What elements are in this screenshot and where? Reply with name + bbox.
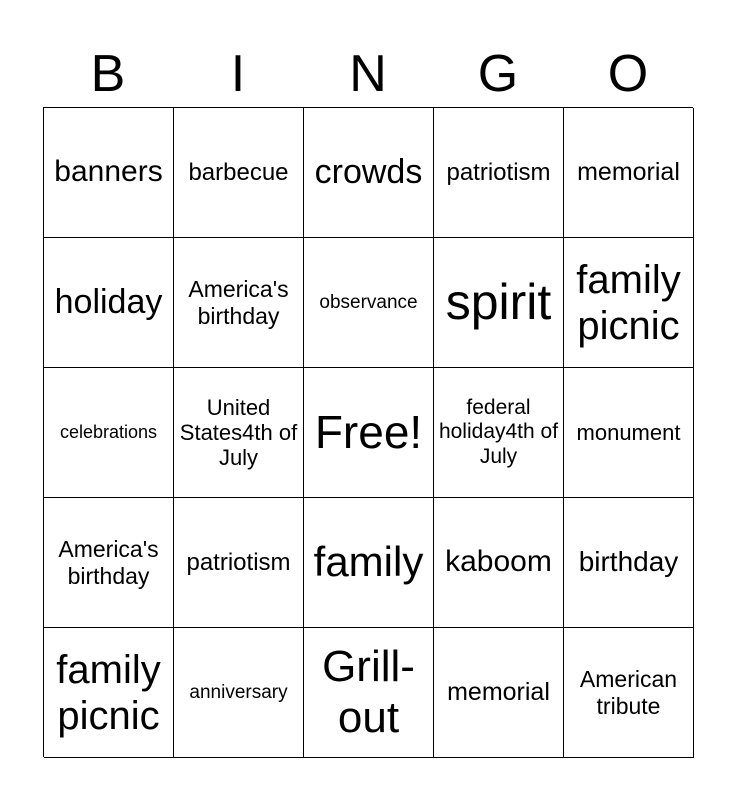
bingo-cell[interactable]	[304, 498, 434, 628]
bingo-header	[43, 40, 693, 108]
bingo-cell[interactable]	[434, 108, 564, 238]
bingo-cell[interactable]	[434, 628, 564, 758]
bingo-cell[interactable]	[564, 368, 694, 498]
bingo-cell[interactable]	[304, 108, 434, 238]
bingo-cell-label: spirit	[445, 273, 552, 330]
header-letter-o: O	[607, 45, 649, 103]
bingo-board	[43, 107, 693, 757]
bingo-cell-label: family	[313, 538, 424, 586]
bingo-cell[interactable]	[174, 108, 304, 238]
bingo-cell-label: America's birthday	[188, 276, 289, 329]
bingo-cell[interactable]	[44, 498, 174, 628]
bingo-cell[interactable]	[564, 108, 694, 238]
bingo-cell[interactable]	[44, 238, 174, 368]
bingo-cell-label: federal holiday4th of July	[438, 396, 559, 468]
bingo-cell[interactable]	[174, 628, 304, 758]
bingo-cell-label: kaboom	[445, 545, 552, 579]
bingo-cell[interactable]	[564, 498, 694, 628]
bingo-cell-label: anniversary	[189, 681, 288, 703]
bingo-cell[interactable]	[44, 108, 174, 238]
bingo-cell[interactable]	[174, 238, 304, 368]
bingo-cell[interactable]	[304, 238, 434, 368]
bingo-cell-label: memorial	[447, 678, 550, 707]
header-letter-b: B	[90, 45, 126, 103]
bingo-cell-label: celebrations	[59, 422, 158, 443]
header-letter-n: N	[349, 45, 387, 103]
bingo-cell-label: American tribute	[579, 666, 678, 719]
bingo-cell-label: Grill-out	[322, 641, 415, 742]
bingo-cell[interactable]	[44, 628, 174, 758]
bingo-cell[interactable]	[434, 498, 564, 628]
bingo-cell-label: patriotism	[186, 548, 291, 576]
bingo-cell-label: barbecue	[188, 158, 289, 186]
bingo-cell[interactable]	[44, 368, 174, 498]
bingo-cell-label: Free!	[314, 406, 423, 459]
bingo-cell-label: birthday	[578, 546, 679, 578]
bingo-cell-label: America's birthday	[58, 536, 159, 589]
bingo-cell[interactable]	[564, 628, 694, 758]
bingo-cell-label: United States4th of July	[179, 394, 298, 471]
header-letter-i: I	[230, 45, 246, 103]
bingo-cell[interactable]	[434, 368, 564, 498]
bingo-cell[interactable]	[174, 368, 304, 498]
bingo-cell-label: memorial	[577, 158, 680, 187]
bingo-cell-label: patriotism	[446, 158, 551, 186]
bingo-cell[interactable]	[304, 628, 434, 758]
bingo-cell-label: family picnic	[56, 647, 161, 738]
bingo-cell-label: family picnic	[576, 257, 681, 348]
bingo-cell-label: banners	[54, 155, 163, 189]
bingo-cell-label: crowds	[314, 152, 423, 191]
bingo-cell-label: observance	[319, 291, 418, 313]
bingo-cell[interactable]	[564, 238, 694, 368]
bingo-cell[interactable]	[174, 498, 304, 628]
bingo-cell-label: monument	[576, 419, 681, 445]
bingo-cell[interactable]	[304, 368, 434, 498]
bingo-cell[interactable]	[434, 238, 564, 368]
bingo-cell-label: holiday	[54, 282, 163, 321]
header-letter-g: G	[477, 45, 519, 103]
